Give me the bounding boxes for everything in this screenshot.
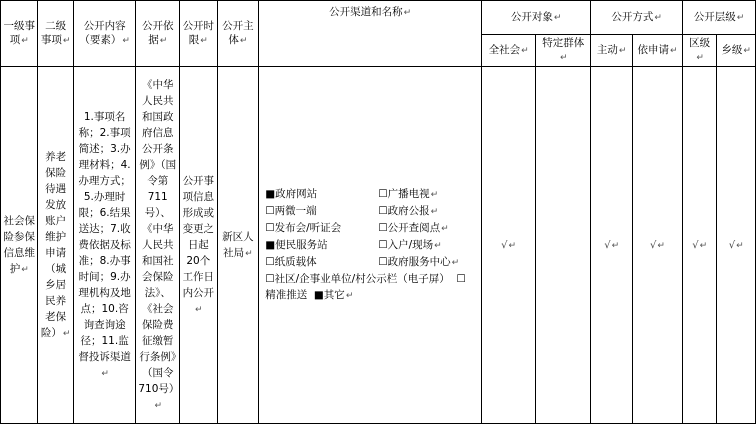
channel-precise-push-checkbox: ☐ (456, 273, 466, 285)
header-level2: 二级事项↵ (38, 1, 73, 67)
cell-basis: 《中华人民共和国政府信息公开条例》（国令第711号）、《中华人民共和国社会保险法》、《社会保险费征缴暂行条例》（国令710号）↵ (136, 67, 180, 424)
channel-press-hearing: ☐发布会/听证会 (265, 222, 342, 234)
channel-public-reading-point: ☐公开查阅点 (378, 222, 441, 234)
cell-level1: 社会保险参保信息维护↵ (1, 67, 38, 424)
header-target-all: 全社会↵ (482, 35, 536, 67)
channel-door-to-door: ☐入户/现场 (378, 239, 434, 251)
cell-channels: ■政府网站 ☐广播电视↵ ☐两微一端 ☐政府公报↵ ☐发布会/听证会 ☐公开查阅点↵ ■便民服务站 ☐入户/现场↵ ☐纸质载体 ☐政府服务中心↵ ☐社区/企事业单位/村公示栏（电子屏） ☐ 精准推送 ■其它↵ (259, 67, 482, 424)
channel-weibo-wechat-app: ☐两微一端 (265, 205, 317, 217)
cell-method-request: √↵ (633, 67, 683, 424)
header-target-specific: 特定群体↵ (536, 35, 591, 67)
cell-level2: 养老保险待遇发放账户维护申请（城乡居民养老保险）↵ (38, 67, 73, 424)
header-basis: 公开依据↵ (136, 1, 180, 67)
header-level: 公开层级↵ (683, 1, 756, 35)
channel-gov-website: ■政府网站 (265, 188, 318, 200)
channel-paper-media: ☐纸质载体 (265, 256, 317, 268)
cell-level-district: √↵ (683, 67, 717, 424)
cell-level-town: √↵ (717, 67, 756, 424)
channel-precise-push-label: 精准推送 (265, 289, 308, 301)
header-level1: 一级事项↵ (1, 1, 38, 67)
header-level-town: 乡级↵ (717, 35, 756, 67)
channel-service-station: ■便民服务站 (265, 239, 328, 251)
channel-gov-service-center: ☐政府服务中心 (378, 256, 451, 268)
cell-method-active: √↵ (591, 67, 633, 424)
cell-content: 1.事项名称；2.事项简述；3.办理材料；4.办理方式；5.办理时限；6.结果送达；7.收费依据及标准；8.办事时间；9.办理机构及地点；10.咨询查询途径；11.监督投诉渠道↵ (73, 67, 135, 424)
header-method-request: 依申请↵ (633, 35, 683, 67)
header-subject: 公开主体↵ (217, 1, 259, 67)
channel-gov-gazette: ☐政府公报 (378, 205, 430, 217)
header-channel: 公开渠道和名称↵ (259, 1, 482, 67)
header-method: 公开方式↵ (591, 1, 683, 35)
channel-community-board: ☐社区/企事业单位/村公示栏（电子屏） (265, 273, 450, 285)
header-row-1 (1, 1, 756, 35)
cell-time-limit: 公开事项信息形成或变更之日起20个工作日内公开↵ (180, 67, 217, 424)
channel-other: ■其它 (313, 289, 345, 301)
header-target: 公开对象↵ (482, 1, 591, 35)
header-method-active: 主动↵ (591, 35, 633, 67)
cell-subject: 新区人社局↵ (217, 67, 259, 424)
cell-target-all: √↵ (482, 67, 536, 424)
channel-radio-tv: ☐广播电视 (378, 188, 430, 200)
header-time-limit: 公开时限↵ (180, 1, 217, 67)
header-content: 公开内容（要素）↵ (73, 1, 135, 67)
header-level-district: 区级↵ (683, 35, 717, 67)
table-row (1, 67, 756, 424)
cell-target-specific (536, 67, 591, 424)
